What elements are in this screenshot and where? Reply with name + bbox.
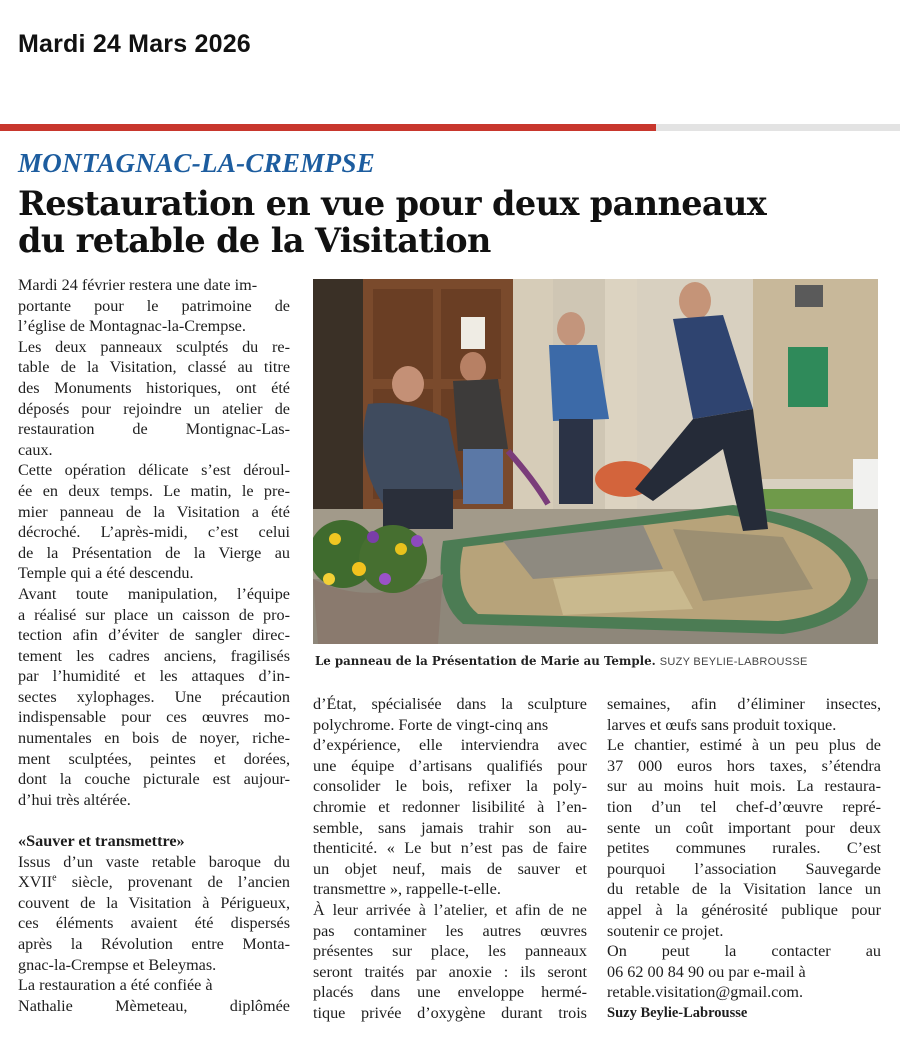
text-line: tement les cadres anciens, fragilisés: [18, 646, 290, 665]
text-line: chromie et redonner lisibilité à l’en-: [313, 797, 587, 816]
text-line: La restauration a été confiée à: [18, 976, 213, 995]
email-address: retable.visitation@gmail.com.: [607, 983, 804, 1002]
text-line: mier panneau de la Visitation a été: [18, 502, 290, 521]
article-kicker: MONTAGNAC-LA-CREMPSE: [18, 148, 376, 178]
text-line: Issus d’un vaste retable baroque du: [18, 852, 290, 871]
subheading: «Sauver et transmettre»: [18, 832, 185, 851]
text-line: petites communes rurales. C’est: [607, 839, 881, 858]
author-signature: Suzy Beylie-Labrousse: [607, 1004, 748, 1021]
text-line: tique privée d’oxygène durant trois: [313, 1003, 587, 1022]
text-line: présentes sur place, les panneaux: [313, 942, 587, 961]
text-line: sur au moins huit mois. La restaura-: [607, 777, 881, 796]
text-line: semaines, afin d’éliminer insectes,: [607, 695, 881, 713]
text-line: gnac-la-Crempse et Beleymas.: [18, 955, 217, 974]
headline-line-1: Restauration en vue pour deux panneaux: [18, 184, 767, 223]
text-line: tion d’un tel chef-d’œuvre repré-: [607, 797, 881, 816]
text-line: portante pour le patrimoine de: [18, 296, 290, 315]
text-line: ces éléments avaient été dispersés: [18, 914, 290, 933]
text-line: décroché. L’après-midi, c’est celui: [18, 523, 290, 542]
text-line: caux.: [18, 440, 53, 459]
text-line: Temple qui a été descendu.: [18, 564, 194, 583]
text-line: l’église de Montagnac-la-Crempse.: [18, 317, 246, 336]
header-rule-grey: [656, 124, 900, 131]
text-line: Le chantier, estimé à un peu plus de: [607, 736, 881, 755]
text-line: un objet neuf, mais de sauver et: [313, 859, 587, 878]
text-line: du retable de la Visitation lance un: [607, 880, 881, 899]
text-line: d’État, spécialisée dans la sculpture: [313, 695, 587, 713]
text-line: sectes xylophages. Une précaution: [18, 687, 290, 706]
text-line: semble, sans jamais trahir son au-: [313, 818, 587, 837]
text-line: Mardi 24 février restera une date im-: [18, 276, 258, 294]
text-line: pourquoi l’association Sauvegarde: [607, 859, 881, 878]
text-line: dont la couche picturale est aujour-: [18, 770, 290, 789]
text-line: polychrome. Forte de vingt-cinq ans: [313, 715, 549, 734]
text-line: Les deux panneaux sculptés du re-: [18, 337, 290, 356]
text-line: placés dans une enveloppe hermé-: [313, 983, 587, 1002]
text-line: appel à la générosité publique pour: [607, 900, 881, 919]
text-line: Cette opération délicate s’est déroul-: [18, 461, 290, 480]
text-line: indispensable pour ces œuvres mo-: [18, 708, 290, 727]
text-line: d’hui très altérée.: [18, 790, 131, 809]
paragraph-gap: [18, 810, 290, 831]
text-line: transmettre », rappelle-t-elle.: [313, 880, 501, 899]
photo-caption: [315, 654, 895, 668]
text-line: tection afin d’éviter de sangler direc-: [18, 626, 290, 645]
text-line: ée en deux temps. Le matin, le pre-: [18, 481, 290, 500]
text-line: restauration de Montignac-Las-: [18, 420, 290, 439]
header-rule-red: [0, 124, 656, 131]
text-line: après la Révolution entre Monta-: [18, 935, 290, 953]
text-line: Avant toute manipulation, l’équipe: [18, 584, 290, 603]
text-line: table de la Visitation, classé au titre: [18, 358, 290, 377]
text-line: soutenir ce projet.: [607, 921, 724, 940]
text-line: d’expérience, elle interviendra avec: [313, 736, 587, 755]
article-column-1: [18, 275, 290, 1016]
article-column-3: [607, 694, 881, 1024]
article-photo: [313, 279, 878, 644]
text-line: À leur arrivée à l’atelier, et afin de ne: [313, 900, 587, 919]
text-line: pas contaminer les autres œuvres: [313, 921, 587, 940]
text-line: 37 000 euros hors taxes, s’étendra: [607, 756, 881, 775]
text-line: ment sculptées, peintes et dorées,: [18, 749, 290, 768]
text-line: des Monuments historiques, ont été: [18, 378, 290, 397]
text-line: déposés pour rejoindre un atelier de: [18, 399, 290, 418]
text-line: par l’humidité et les attaques d’in-: [18, 667, 290, 686]
text-line: 06 62 00 84 90 ou par e-mail à: [607, 962, 806, 981]
photo-credit: SUZY BEYLIE-LABROUSSE: [659, 656, 808, 668]
text-line: seront traités par anoxie : ils seront: [313, 962, 587, 981]
text-line: une équipe d’artisans qualifiés pour: [313, 756, 587, 775]
text-line: XVIIe siècle, provenant de l’ancien: [18, 872, 291, 892]
headline-line-2: du retable de la Visitation: [18, 221, 491, 260]
text-line: larves et œufs sans produit toxique.: [607, 715, 837, 734]
publication-date: Mardi 24 Mars 2026: [18, 30, 251, 58]
text-line: a réalisé sur place un caisson de pro-: [18, 605, 290, 624]
text-line: consolider le bois, refixer la poly-: [313, 777, 587, 796]
article-column-2: [313, 694, 587, 1024]
text-line: numentales en bois de noyer, riche-: [18, 729, 290, 748]
text-line: On peut la contacter au: [607, 942, 881, 961]
text-line: de la Présentation de la Vierge au: [18, 543, 290, 562]
text-line: Nathalie Mèmeteau, diplômée: [18, 996, 290, 1015]
text-line: sente un coût important pour deux: [607, 818, 881, 837]
article-headline: [18, 185, 888, 259]
text-line: thenticité. « Le but n’est pas de faire: [313, 839, 587, 858]
caption-text: Le panneau de la Présentation de Marie au Temple.: [315, 654, 656, 668]
text-line: couvent de la Visitation à Périgueux,: [18, 893, 290, 912]
century-label: XVIIe: [18, 872, 57, 892]
